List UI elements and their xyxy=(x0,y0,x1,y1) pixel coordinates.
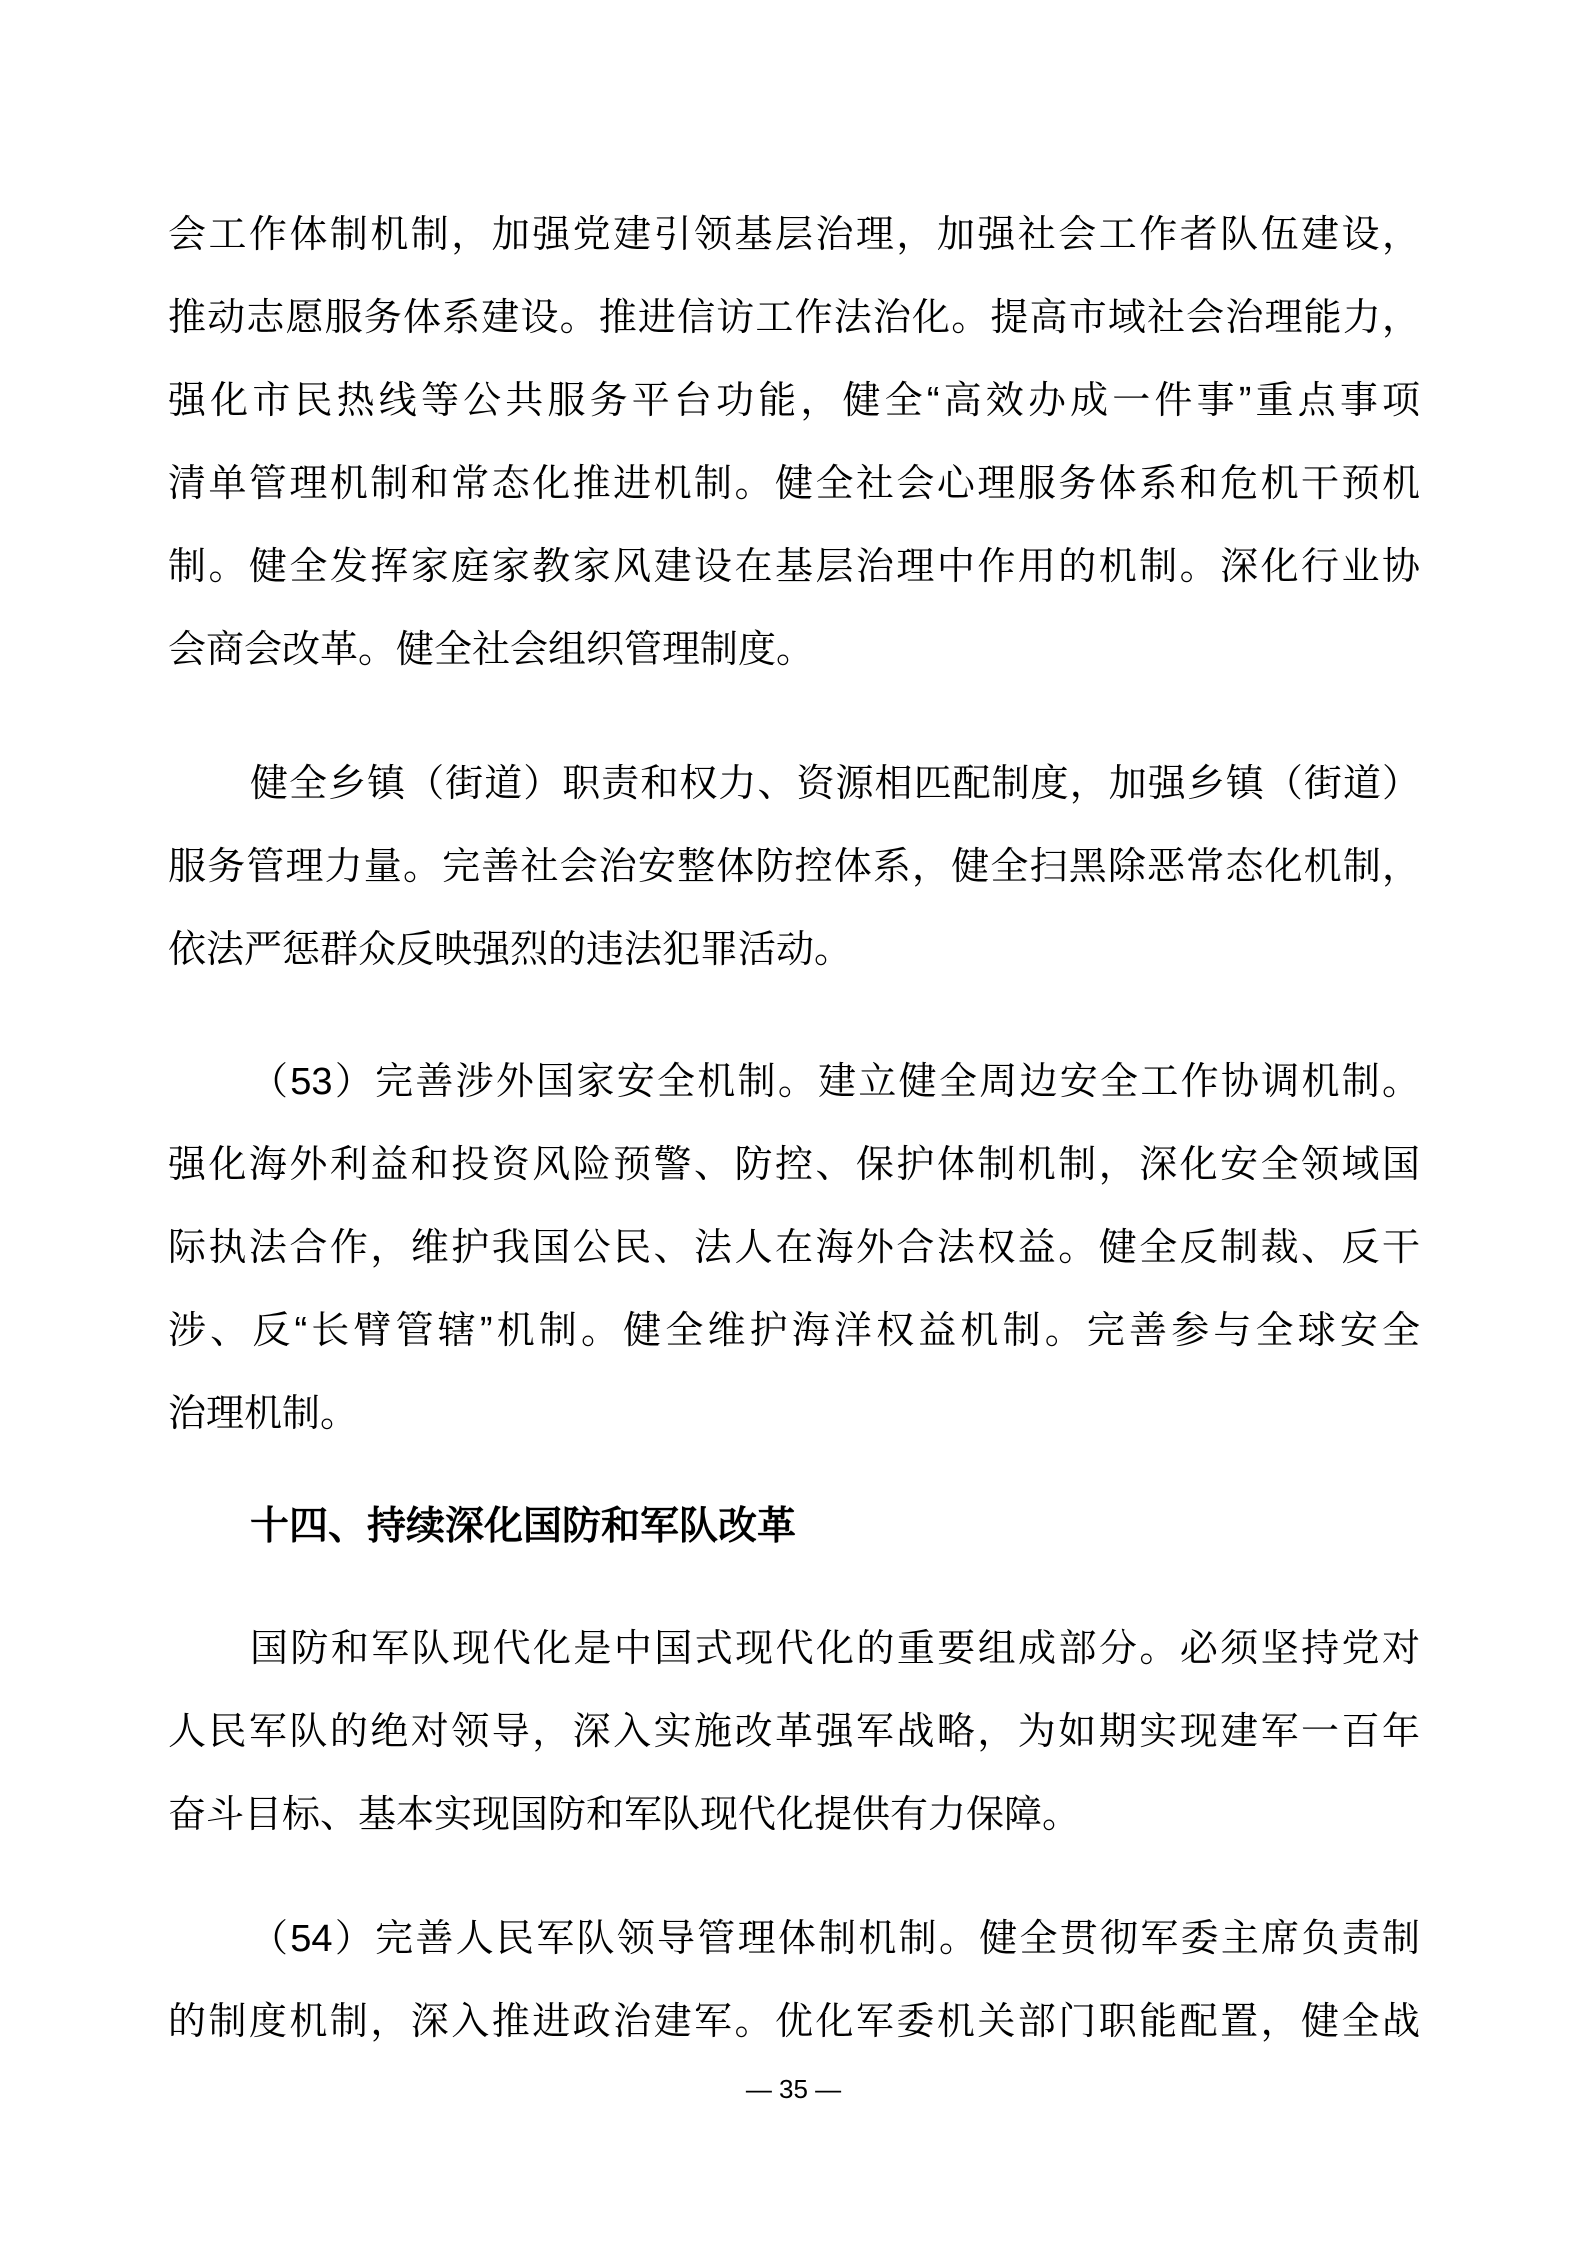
page-number: — 35 — xyxy=(745,2074,842,2104)
text-line: 奋斗目标、基本实现国防和军队现代化提供有力保障。 xyxy=(168,1794,1081,1836)
text-line: 强化市民热线等公共服务平台功能，健全“高效办成一件事”重点事项 xyxy=(168,380,1420,422)
text-line: 会商会改革。健全社会组织管理制度。 xyxy=(168,629,815,671)
text-line: 强化海外利益和投资风险预警、防控、保护体制机制，深化安全领域国 xyxy=(168,1144,1420,1186)
text-line: 会工作体制机制，加强党建引领基层治理，加强社会工作者队伍建设， xyxy=(168,214,1420,256)
text-line: 制。健全发挥家庭家教家风建设在基层治理中作用的机制。深化行业协 xyxy=(168,546,1420,588)
paragraph xyxy=(168,194,1420,692)
text-line: 服务管理力量。完善社会治安整体防控体系，健全扫黑除恶常态化机制， xyxy=(168,846,1420,888)
text-line: 健全乡镇（街道）职责和权力、资源相匹配制度，加强乡镇（街道） xyxy=(250,763,1420,805)
text-line: 涉、反“长臂管辖”机制。健全维护海洋权益机制。完善参与全球安全 xyxy=(168,1310,1420,1352)
text-line: 依法严惩群众反映强烈的违法犯罪活动。 xyxy=(168,929,853,971)
paragraph xyxy=(168,1898,1420,2064)
paragraph xyxy=(168,1608,1420,1857)
paragraph xyxy=(168,1041,1420,1456)
text-line: （54）完善人民军队领导管理体制机制。健全贯彻军委主席负责制 xyxy=(250,1918,1420,1960)
text-line: 际执法合作，维护我国公民、法人在海外合法权益。健全反制裁、反干 xyxy=(168,1227,1420,1269)
text-line: 的制度机制，深入推进政治建军。优化军委机关部门职能配置，健全战 xyxy=(168,2001,1420,2043)
text-line: 推动志愿服务体系建设。推进信访工作法治化。提高市域社会治理能力， xyxy=(168,297,1420,339)
text-line: 人民军队的绝对领导，深入实施改革强军战略，为如期实现建军一百年 xyxy=(168,1711,1420,1753)
text-line: 国防和军队现代化是中国式现代化的重要组成部分。必须坚持党对 xyxy=(250,1628,1420,1670)
paragraph xyxy=(168,743,1420,992)
text-line: （53）完善涉外国家安全机制。建立健全周边安全工作协调机制。 xyxy=(250,1061,1420,1103)
page-content xyxy=(168,194,1420,2064)
text-line: 清单管理机制和常态化推进机制。健全社会心理服务体系和危机干预机 xyxy=(168,463,1420,505)
text-line: 治理机制。 xyxy=(168,1393,359,1435)
section-heading: 十四、持续深化国防和军队改革 xyxy=(250,1505,797,1548)
